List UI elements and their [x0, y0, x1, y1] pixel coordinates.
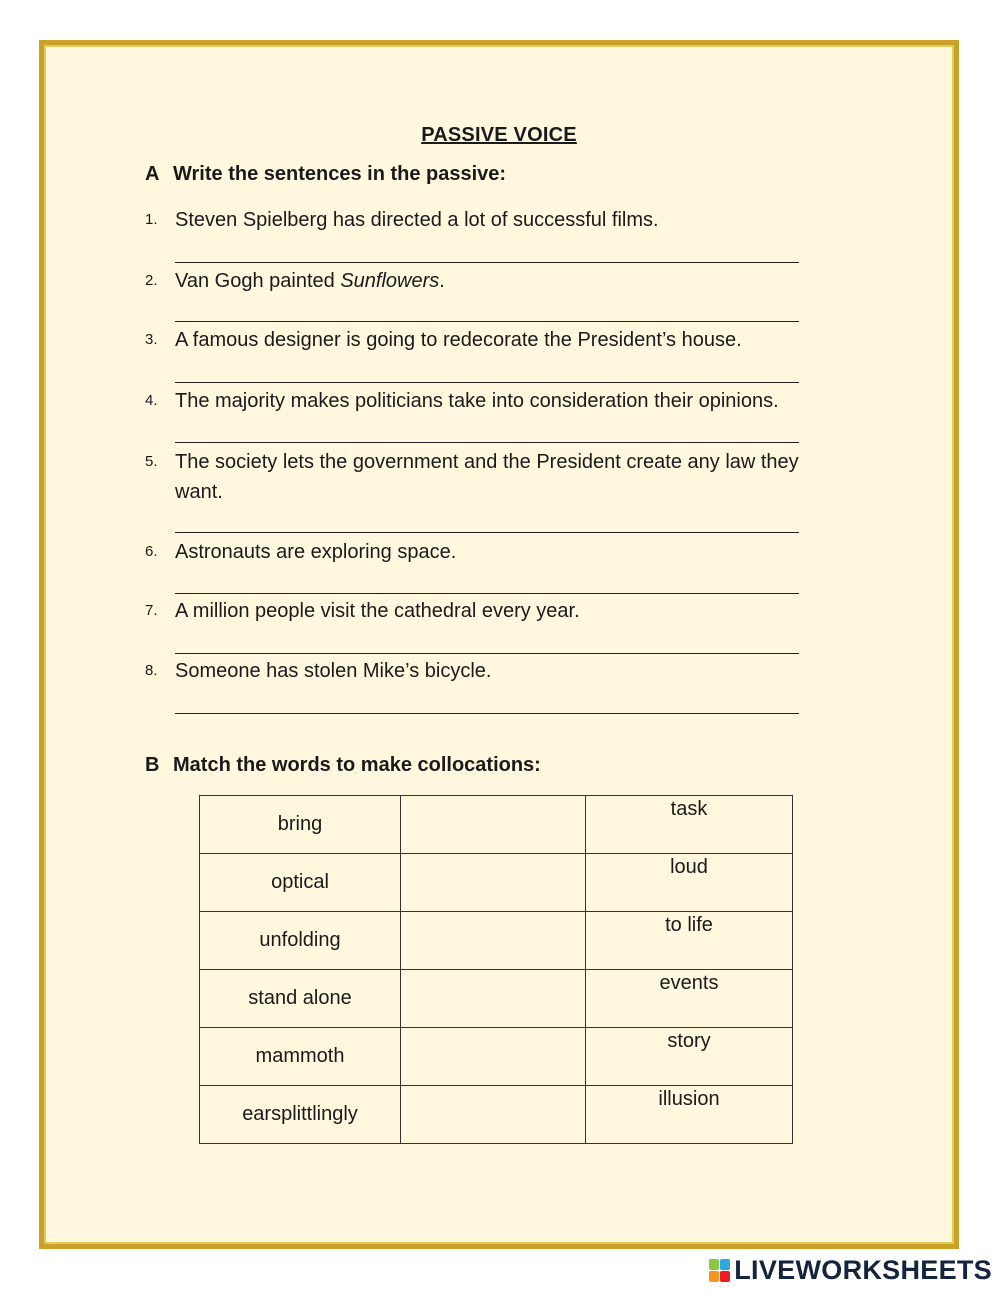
item-number: 6.: [145, 543, 158, 560]
section-a-instruction: Write the sentences in the passive:: [173, 163, 507, 185]
answer-line-1[interactable]: [175, 262, 799, 263]
section-a-heading: [145, 163, 506, 186]
collocations-table: [199, 795, 793, 1144]
right-word-cell[interactable]: task: [586, 796, 793, 854]
table-row: [200, 796, 793, 854]
match-drop-cell[interactable]: [401, 912, 586, 970]
item-sentence: The majority makes politicians take into consideration their opinions.: [175, 390, 779, 412]
table-row: [200, 970, 793, 1028]
logo-tile: [720, 1259, 730, 1270]
item-number: 1.: [145, 211, 158, 228]
answer-line-6[interactable]: [175, 593, 799, 594]
section-a-letter: A: [145, 163, 160, 185]
artwork-title: Sunflowers: [340, 270, 440, 292]
logo-tile: [709, 1271, 719, 1282]
item-sentence: Astronauts are exploring space.: [175, 541, 457, 563]
exercise-item-2: [145, 266, 845, 296]
section-b-instruction: Match the words to make collocations:: [173, 754, 541, 776]
left-word-cell: mammoth: [200, 1028, 401, 1086]
answer-line-4[interactable]: [175, 442, 799, 443]
match-drop-cell[interactable]: [401, 970, 586, 1028]
left-word-cell: unfolding: [200, 912, 401, 970]
table-row: [200, 854, 793, 912]
page-title: PASSIVE VOICE: [421, 124, 577, 146]
exercise-item-5: [145, 447, 845, 507]
item-sentence: A million people visit the cathedral every year.: [175, 600, 580, 622]
right-word-cell[interactable]: story: [586, 1028, 793, 1086]
exercise-item-4: [145, 386, 845, 416]
item-sentence: Van Gogh painted Sunflowers.: [175, 270, 445, 292]
table-row: [200, 1028, 793, 1086]
logo-mark-icon: [709, 1259, 730, 1282]
answer-line-7[interactable]: [175, 653, 799, 654]
right-word-cell[interactable]: to life: [586, 912, 793, 970]
left-word-cell: earsplittlingly: [200, 1086, 401, 1144]
exercise-item-1: [145, 205, 845, 235]
left-word-cell: stand alone: [200, 970, 401, 1028]
item-number: 5.: [145, 453, 158, 470]
right-word-cell[interactable]: illusion: [586, 1086, 793, 1144]
table-row: [200, 912, 793, 970]
item-sentence: Someone has stolen Mike’s bicycle.: [175, 660, 492, 682]
worksheet-frame: [39, 40, 959, 1249]
right-word-cell[interactable]: events: [586, 970, 793, 1028]
item-sentence: The society lets the government and the President create any law they want.: [175, 451, 799, 503]
item-number: 7.: [145, 602, 158, 619]
item-number: 3.: [145, 331, 158, 348]
section-b-heading: [145, 754, 541, 777]
logo-wordmark: LIVEWORKSHEETS: [734, 1254, 992, 1285]
answer-line-5[interactable]: [175, 532, 799, 533]
item-number: 4.: [145, 392, 158, 409]
item-sentence: Steven Spielberg has directed a lot of successful films.: [175, 209, 659, 231]
item-sentence: A famous designer is going to redecorate the President’s house.: [175, 329, 742, 351]
item-number: 2.: [145, 272, 158, 289]
answer-line-2[interactable]: [175, 321, 799, 322]
match-drop-cell[interactable]: [401, 1028, 586, 1086]
exercise-item-6: [145, 537, 845, 567]
match-drop-cell[interactable]: [401, 1086, 586, 1144]
logo-tile: [720, 1271, 730, 1282]
left-word-cell: bring: [200, 796, 401, 854]
left-word-cell: optical: [200, 854, 401, 912]
answer-line-8[interactable]: [175, 713, 799, 714]
exercise-item-7: [145, 596, 845, 626]
item-number: 8.: [145, 662, 158, 679]
match-drop-cell[interactable]: [401, 854, 586, 912]
liveworksheets-logo: [709, 1255, 992, 1285]
logo-tile: [709, 1259, 719, 1270]
table-row: [200, 1086, 793, 1144]
exercise-item-3: [145, 325, 845, 355]
answer-line-3[interactable]: [175, 382, 799, 383]
exercise-item-8: [145, 656, 845, 686]
right-word-cell[interactable]: loud: [586, 854, 793, 912]
match-drop-cell[interactable]: [401, 796, 586, 854]
section-b-letter: B: [145, 754, 160, 776]
